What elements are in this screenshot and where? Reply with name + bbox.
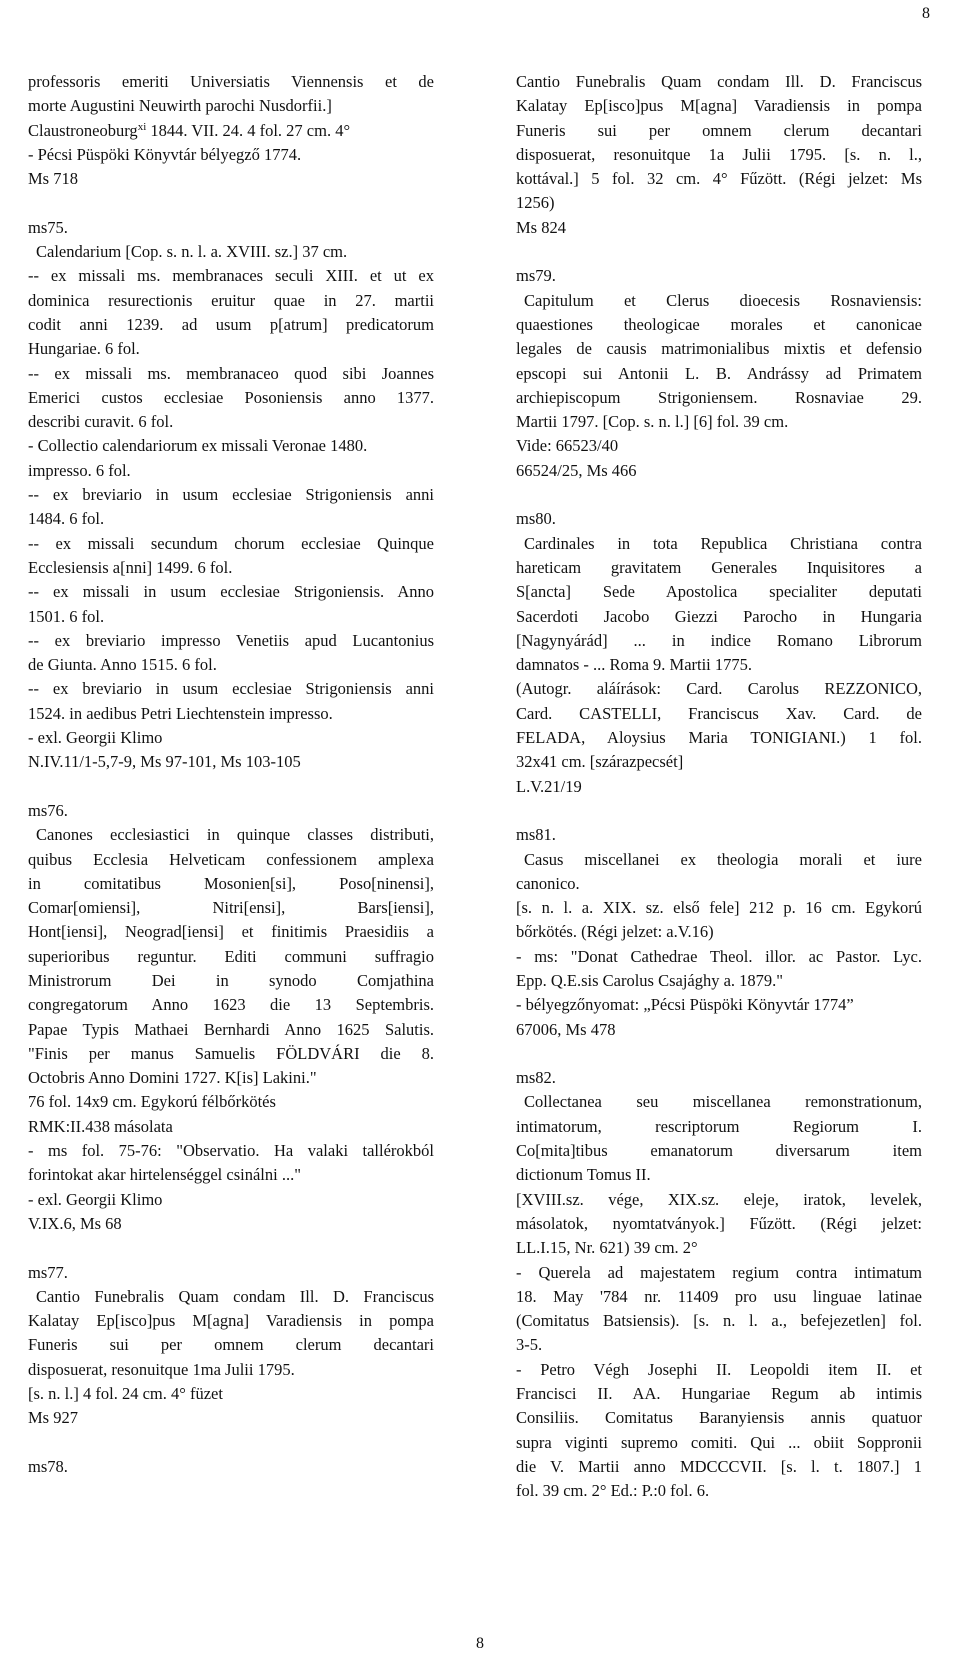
- text-line: [28, 119, 434, 143]
- text-line: [516, 677, 922, 701]
- line-text: - Petro Végh Josephi II. Leopoldi item II. et: [516, 1359, 922, 1379]
- line-text: 32x41 cm. [szárazpecsét]: [516, 752, 684, 772]
- line-text: - ms: "Donat Cathedrae Theol. illor. ac Pastor. Lyc.: [516, 946, 922, 966]
- line-text: Hont[iensi], Neograd[iensi] et finitimis Praesidiis a: [28, 922, 434, 942]
- line-text: in comitatibus Mosonien[si], Poso[ninensi],: [28, 873, 434, 893]
- line-text: S[ancta] Sede Apostolica specialiter deputati: [516, 582, 922, 602]
- line-text: dominica resurectionis eruitur quae in 27. martii: [28, 290, 434, 310]
- entry-spacer: [516, 483, 922, 507]
- line-text: Claustroneoburg: [28, 120, 138, 140]
- line-text: Francisci II. AA. Hungariae Regum ab intimis: [516, 1384, 922, 1404]
- text-line: [28, 823, 434, 847]
- line-text: - Collectio calendariorum ex missali Veronae 1480.: [28, 436, 368, 456]
- line-text: Emerici custos ecclesiae Posoniensis anno 1377.: [28, 387, 434, 407]
- line-text: professoris emeriti Universiatis Viennensis et de: [28, 72, 434, 91]
- line-text: supra viginti supremo comiti. Qui ... obiit Soppronii: [516, 1432, 922, 1452]
- text-line: [28, 1018, 434, 1042]
- text-line: [28, 434, 434, 458]
- line-text: - bélyegzőnyomat: „Pécsi Püspöki Könyvtár 1774”: [516, 995, 854, 1015]
- line-text: - exl. Georgii Klimo: [28, 728, 163, 748]
- line-text: quaestiones theologicae morales et canonicae: [516, 314, 922, 334]
- line-text: -- ex breviario in usum ecclesiae Strigoniensis anni: [28, 679, 434, 699]
- line-text: archiepiscopum Strigoniensem. Rosnaviae 29.: [516, 387, 922, 407]
- line-text: Vide: 66523/40: [516, 436, 619, 456]
- line-text: 1256): [516, 193, 555, 213]
- line-text: Cantio Funebralis Quam condam Ill. D. Franciscus: [36, 1286, 434, 1306]
- line-text: de Giunta. Anno 1515. 6 fol.: [28, 655, 217, 675]
- line-text: bőrkötés. (Régi jelzet: a.V.16): [516, 922, 714, 942]
- line-text: 1524. in aedibus Petri Liechtenstein impresso.: [28, 703, 333, 723]
- text-line: [516, 289, 922, 313]
- text-line: [28, 1285, 434, 1309]
- line-text: N.IV.11/1-5,7-9, Ms 97-101, Ms 103-105: [28, 752, 301, 772]
- line-text: RMK:II.438 másolata: [28, 1116, 173, 1136]
- text-line: [516, 167, 922, 191]
- text-line: [516, 775, 922, 799]
- text-line: [516, 532, 922, 556]
- line-text: [s. n. l. a. XIX. sz. első fele] 212 p. 16 cm. Egykorú: [516, 898, 922, 918]
- entry-spacer: [28, 775, 434, 799]
- text-line: [516, 434, 922, 458]
- line-text: 66524/25, Ms 466: [516, 460, 637, 480]
- line-text: Collectanea seu miscellanea remonstrationum,: [524, 1092, 922, 1112]
- text-line: [28, 1333, 434, 1357]
- text-line: [516, 823, 922, 847]
- entry-spacer: [516, 1042, 922, 1066]
- line-text: intimatorum, rescriptorum Regiorum I.: [516, 1116, 922, 1136]
- text-line: [28, 896, 434, 920]
- line-text: másolatok, nyomtatványok.] Fűzött. (Régi jelzet:: [516, 1213, 922, 1233]
- line-text: Kalatay Ep[isco]pus M[agna] Varadiensis in pompa: [28, 1311, 434, 1331]
- line-text: die V. Martii anno MDCCCVII. [s. l. t. 1807.] 1: [516, 1456, 922, 1476]
- text-line: [28, 1188, 434, 1212]
- line-text: ms78.: [28, 1456, 68, 1476]
- page-number-top: 8: [922, 5, 930, 22]
- text-line: [28, 726, 434, 750]
- text-line: [516, 1066, 922, 1090]
- text-line: [28, 386, 434, 410]
- text-line: [516, 969, 922, 993]
- line-text: disposuerat, resonuitque 1a Julii 1795. [s. n. l.,: [516, 144, 922, 164]
- text-line: [516, 70, 922, 94]
- line-text: - ms fol. 75-76: "Observatio. Ha valaki tallérokból: [28, 1141, 434, 1161]
- line-text: Cardinales in tota Republica Christiana contra: [524, 533, 922, 553]
- text-line: [516, 119, 922, 143]
- text-line: [516, 848, 922, 872]
- line-text: Kalatay Ep[isco]pus M[agna] Varadiensis in pompa: [516, 96, 922, 116]
- line-text: - Pécsi Püspöki Könyvtár bélyegző 1774.: [28, 144, 302, 164]
- line-text: quibus Ecclesia Helveticam confessionem amplexa: [28, 849, 434, 869]
- text-line: [516, 1115, 922, 1139]
- text-line: [28, 605, 434, 629]
- text-line: [516, 1455, 922, 1479]
- line-text: fol. 39 cm. 2° Ed.: P.:0 fol. 6.: [516, 1481, 710, 1501]
- line-text: FELADA, Aloysius Maria TONIGIANI.) 1 fol.: [516, 728, 922, 748]
- line-text: Capitulum et Clerus dioecesis Rosnaviensis:: [524, 290, 922, 310]
- line-text: Funeris sui per omnem clerum decantari: [28, 1335, 434, 1355]
- text-line: [28, 1163, 434, 1187]
- line-text: 18. May '784 nr. 11409 pro usu linguae latinae: [516, 1286, 922, 1306]
- text-line: [516, 143, 922, 167]
- line-text: [s. n. l.] 4 fol. 24 cm. 4° füzet: [28, 1384, 223, 1404]
- text-line: [28, 1139, 434, 1163]
- text-line: [516, 459, 922, 483]
- line-text: (Autogr. aláírások: Card. Carolus REZZONICO,: [516, 679, 922, 699]
- line-text: codit anni 1239. ad usum p[atrum] predicatorum: [28, 314, 434, 334]
- line-text: LL.I.15, Nr. 621) 39 cm. 2°: [516, 1238, 698, 1258]
- line-text: -- ex missali ms. membranaces seculi XIII. et ut ex: [28, 266, 434, 286]
- line-text: Papae Typis Mathaei Bernhardi Anno 1625 Salutis.: [28, 1019, 434, 1039]
- text-line: [28, 1358, 434, 1382]
- text-line: [516, 1018, 922, 1042]
- text-line: [516, 1212, 922, 1236]
- text-line: [516, 920, 922, 944]
- line-text: [Nagynyárád] ... in indice Romano Librorum: [516, 630, 922, 650]
- entry-spacer: [28, 1236, 434, 1260]
- text-line: [28, 1455, 434, 1479]
- text-line: [516, 1163, 922, 1187]
- text-line: [28, 362, 434, 386]
- text-line: [516, 1285, 922, 1309]
- text-line: [516, 556, 922, 580]
- line-text: morte Augustini Neuwirth parochi Nusdorfii.]: [28, 96, 332, 116]
- text-line: [516, 993, 922, 1017]
- text-line: [28, 1261, 434, 1285]
- line-text: Calendarium [Cop. s. n. l. a. XVIII. sz.] 37 cm.: [36, 242, 348, 262]
- text-line: [516, 1261, 922, 1285]
- line-text: impresso. 6 fol.: [28, 460, 131, 480]
- line-text: damnatos - ... Roma 9. Martii 1775.: [516, 655, 753, 675]
- line-text: ms76.: [28, 800, 68, 820]
- text-line: [28, 750, 434, 774]
- left-column: [28, 70, 434, 1479]
- text-line: [516, 264, 922, 288]
- text-line: [516, 702, 922, 726]
- text-line: [516, 750, 922, 774]
- line-text: 1484. 6 fol.: [28, 509, 105, 529]
- line-text: -- ex breviario impresso Venetiis apud Lucantonius: [28, 630, 434, 650]
- line-text: Hungariae. 6 fol.: [28, 339, 140, 359]
- line-text: L.V.21/19: [516, 776, 582, 796]
- line-text: Consiliis. Comitatus Baranyiensis annis quatuor: [516, 1408, 922, 1428]
- line-text: kottával.] 5 fol. 32 cm. 4° Fűzött. (Régi jelzet: Ms: [516, 169, 922, 189]
- line-text: - exl. Georgii Klimo: [28, 1189, 163, 1209]
- line-text: V.IX.6, Ms 68: [28, 1213, 122, 1233]
- text-line: [28, 1066, 434, 1090]
- text-line: [28, 94, 434, 118]
- line-text: Cantio Funebralis Quam condam Ill. D. Franciscus: [516, 72, 922, 91]
- line-text: Funeris sui per omnem clerum decantari: [516, 120, 922, 140]
- text-line: [28, 216, 434, 240]
- line-text: disposuerat, resonuitque 1ma Julii 1795.: [28, 1359, 295, 1379]
- line-text: Sacerdoti Jacobo Giezzi Parocho in Hungaria: [516, 606, 922, 626]
- line-text: Martii 1797. [Cop. s. n. l.] [6] fol. 39 cm.: [516, 412, 789, 432]
- line-text: 67006, Ms 478: [516, 1019, 616, 1039]
- line-text: dictionum Tomus II.: [516, 1165, 651, 1185]
- text-line: [516, 1188, 922, 1212]
- text-line: [28, 1406, 434, 1430]
- text-line: [28, 920, 434, 944]
- text-line: [28, 410, 434, 434]
- text-line: [516, 1333, 922, 1357]
- line-text: congregatorum Anno 1623 die 13 Septembris.: [28, 995, 434, 1015]
- line-text: Co[mita]tibus emanatorum diversarum item: [516, 1141, 922, 1161]
- entry-spacer: [28, 191, 434, 215]
- text-line: [28, 264, 434, 288]
- text-line: [516, 653, 922, 677]
- line-text: Casus miscellanei ex theologia morali et iure: [524, 849, 922, 869]
- line-text: -- ex breviario in usum ecclesiae Strigoniensis anni: [28, 485, 434, 505]
- text-line: [516, 1139, 922, 1163]
- text-line: [28, 1212, 434, 1236]
- text-line: [28, 70, 434, 94]
- text-line: [28, 143, 434, 167]
- line-text: ms75.: [28, 217, 68, 237]
- text-line: [516, 1090, 922, 1114]
- text-line: [28, 1309, 434, 1333]
- line-text: Ecclesiensis a[nni] 1499. 6 fol.: [28, 557, 233, 577]
- text-line: [516, 629, 922, 653]
- line-text: [XVIII.sz. vége, XIX.sz. eleje, iratok, levelek,: [516, 1189, 922, 1209]
- line-text: 3-5.: [516, 1335, 543, 1355]
- text-line: [28, 240, 434, 264]
- line-text: 76 fol. 14x9 cm. Egykorú félbőrkötés: [28, 1092, 276, 1112]
- text-line: [28, 969, 434, 993]
- text-line: [516, 410, 922, 434]
- text-line: [28, 677, 434, 701]
- line-text: Canones ecclesiastici in quinque classes distributi,: [36, 825, 434, 845]
- text-line: [28, 289, 434, 313]
- line-text: Octobris Anno Domini 1727. K[is] Lakini.": [28, 1068, 317, 1088]
- text-line: [28, 167, 434, 191]
- text-line: [516, 313, 922, 337]
- text-line: [516, 191, 922, 215]
- text-line: [28, 1382, 434, 1406]
- text-line: [516, 1358, 922, 1382]
- line-text: ms77.: [28, 1262, 68, 1282]
- text-line: [28, 629, 434, 653]
- line-text: Ms 927: [28, 1408, 78, 1428]
- text-line: [516, 1431, 922, 1455]
- line-text: Card. CASTELLI, Franciscus Xav. Card. de: [516, 703, 922, 723]
- text-line: [28, 313, 434, 337]
- text-line: [516, 94, 922, 118]
- text-line: [516, 872, 922, 896]
- line-text: ms82.: [516, 1068, 556, 1088]
- superscript: xi: [137, 120, 147, 133]
- text-line: [516, 945, 922, 969]
- line-text: forintokat akar hirtelenséggel csinálni ...": [28, 1165, 301, 1185]
- text-line: [28, 532, 434, 556]
- text-line: [516, 386, 922, 410]
- line-text: - Querela ad majestatem regium contra intimatum: [516, 1262, 922, 1282]
- text-line: [28, 1115, 434, 1139]
- line-text: ms79.: [516, 266, 556, 286]
- text-line: [28, 556, 434, 580]
- text-line: [28, 337, 434, 361]
- right-column: [516, 70, 922, 1504]
- line-text: Epp. Q.E.sis Carolus Csajághy a. 1879.": [516, 970, 784, 990]
- text-line: [516, 507, 922, 531]
- text-line: [28, 483, 434, 507]
- line-text: Ministrorum Dei in synodo Comjathina: [28, 970, 434, 990]
- text-line: [516, 605, 922, 629]
- line-text: hareticam gravitatem Generales Inquisitores a: [516, 557, 922, 577]
- line-text: 1501. 6 fol.: [28, 606, 105, 626]
- entry-spacer: [516, 799, 922, 823]
- line-text: superioribus reguntur. Editi communi suffragio: [28, 946, 434, 966]
- text-line: [516, 1236, 922, 1260]
- line-text: -- ex missali in usum ecclesiae Strigoniensis. Anno: [28, 582, 434, 602]
- line-text: legales de causis matrimonialibus mixtis et defensio: [516, 339, 922, 359]
- text-line: [28, 580, 434, 604]
- text-line: [516, 1309, 922, 1333]
- line-text: describi curavit. 6 fol.: [28, 412, 174, 432]
- line-text: Ms 824: [516, 217, 566, 237]
- line-text: Ms 718: [28, 169, 78, 189]
- text-line: [516, 580, 922, 604]
- line-text: epscopi sui Antonii L. B. Andrássy ad Primatem: [516, 363, 922, 383]
- line-text: -- ex missali ms. membranaceo quod sibi Joannes: [28, 363, 434, 383]
- text-line: [28, 799, 434, 823]
- text-line: [28, 872, 434, 896]
- text-line: [516, 216, 922, 240]
- text-line: [28, 993, 434, 1017]
- line-text: ms81.: [516, 825, 556, 845]
- text-line: [28, 1090, 434, 1114]
- line-text: Comar[omiensi], Nitri[ensi], Bars[iensi],: [28, 898, 434, 918]
- text-line: [516, 362, 922, 386]
- page-number-bottom: 8: [476, 1635, 484, 1652]
- text-line: [28, 848, 434, 872]
- text-line: [28, 507, 434, 531]
- text-line: [28, 1042, 434, 1066]
- text-line: [516, 896, 922, 920]
- text-line: [516, 1406, 922, 1430]
- line-text: "Finis per manus Samuelis FÖLDVÁRI die 8.: [28, 1043, 434, 1063]
- text-line: [28, 702, 434, 726]
- entry-spacer: [516, 240, 922, 264]
- line-text-rest: 1844. VII. 24. 4 fol. 27 cm. 4°: [146, 120, 351, 140]
- line-text: -- ex missali secundum chorum ecclesiae Quinque: [28, 533, 434, 553]
- line-text: canonico.: [516, 873, 580, 893]
- line-text: (Comitatus Batsiensis). [s. n. l. a., befejezetlen] fol.: [516, 1311, 922, 1331]
- line-text: ms80.: [516, 509, 556, 529]
- entry-spacer: [28, 1431, 434, 1455]
- text-line: [28, 459, 434, 483]
- text-line: [516, 337, 922, 361]
- text-line: [28, 945, 434, 969]
- text-line: [516, 1479, 922, 1503]
- text-line: [516, 726, 922, 750]
- text-line: [28, 653, 434, 677]
- text-line: [516, 1382, 922, 1406]
